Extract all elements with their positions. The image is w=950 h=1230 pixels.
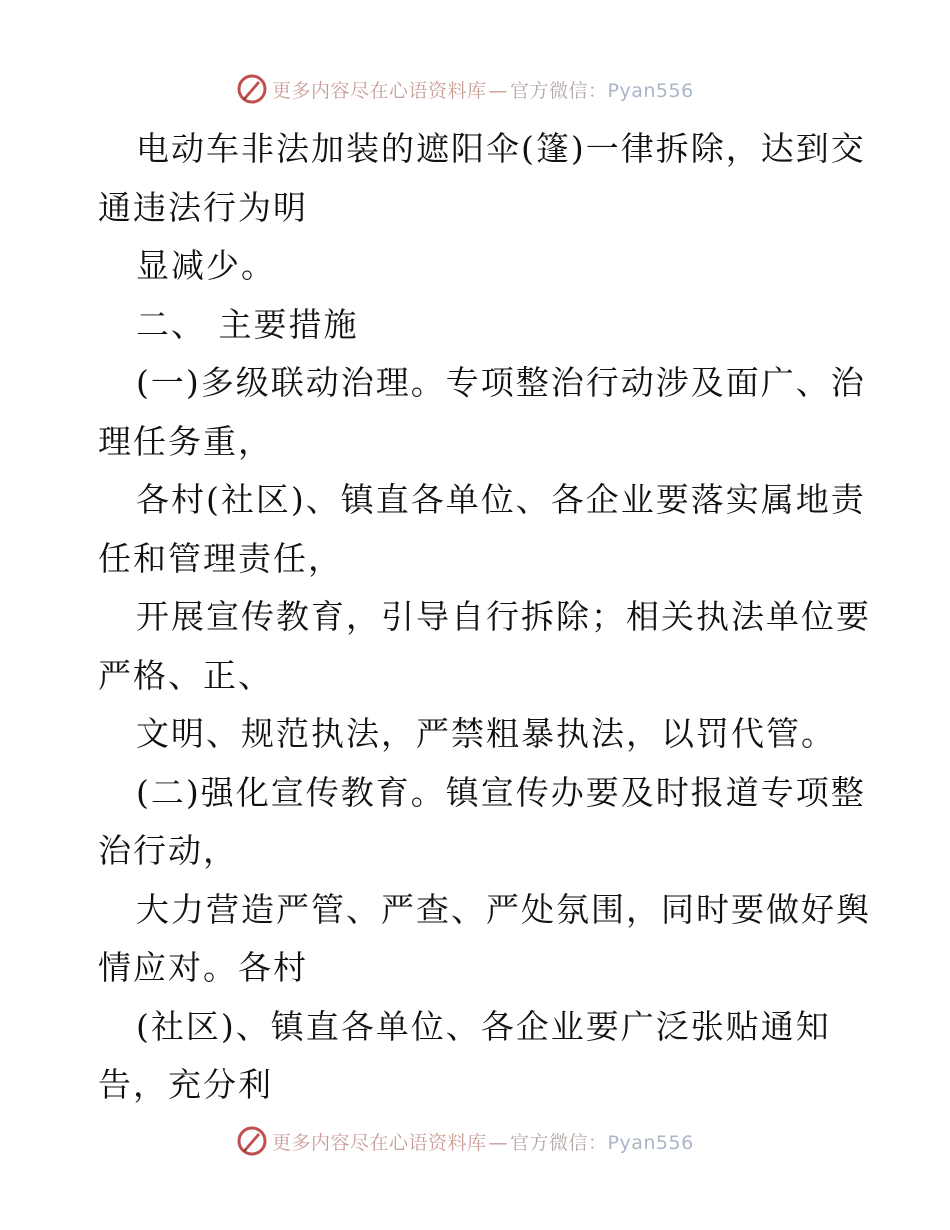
watermark-wechat-id: Pyan556 <box>607 79 694 102</box>
text-line: 任和管理责任， <box>98 538 343 578</box>
header-watermark <box>236 72 756 106</box>
text-line: 理任务重， <box>98 421 273 461</box>
text-line: 大力营造严管、严查、严处氛围，同时要做好舆 <box>136 889 871 929</box>
watermark-wechat-id: Pyan556 <box>607 1131 694 1154</box>
watermark-text <box>272 76 694 103</box>
text-line: 电动车非法加装的遮阳伞(篷)一律拆除，达到交 <box>136 129 866 168</box>
watermark-text <box>272 1128 694 1155</box>
text-line: (社区)、镇直各单位、各企业要广泛张贴通知 <box>136 1006 831 1046</box>
watermark-dash: — <box>488 1131 509 1154</box>
text-line: 通违法行为明 <box>98 187 308 227</box>
quill-logo-icon <box>236 1125 268 1157</box>
text-line: 各村(社区)、镇直各单位、各企业要落实属地责 <box>136 480 866 519</box>
watermark-dash: — <box>488 79 509 102</box>
watermark-wechat-label: 官方微信： <box>510 1131 608 1154</box>
text-line: 情应对。各村 <box>98 948 308 987</box>
watermark-brand: 更多内容尽在心语资料库 <box>272 79 487 102</box>
watermark-brand: 更多内容尽在心语资料库 <box>272 1131 487 1154</box>
text-line: 文明、规范执法，严禁粗暴执法，以罚代管。 <box>136 714 836 753</box>
document-body <box>98 120 871 1115</box>
text-line: 二、 主要措施 <box>136 304 359 344</box>
text-line: (二)强化宣传教育。镇宣传办要及时报道专项整 <box>136 772 866 812</box>
text-line: 告，充分利 <box>98 1065 273 1104</box>
footer-watermark <box>236 1124 756 1158</box>
text-line: 开展宣传教育，引导自行拆除；相关执法单位要 <box>136 597 871 636</box>
watermark-wechat-label: 官方微信： <box>510 79 608 102</box>
text-line: 严格、正、 <box>98 655 273 695</box>
text-line: (一)多级联动治理。专项整治行动涉及面广、治 <box>136 363 866 402</box>
quill-logo-icon <box>236 73 268 105</box>
text-line: 治行动， <box>98 831 238 870</box>
text-line: 显减少。 <box>136 246 276 285</box>
